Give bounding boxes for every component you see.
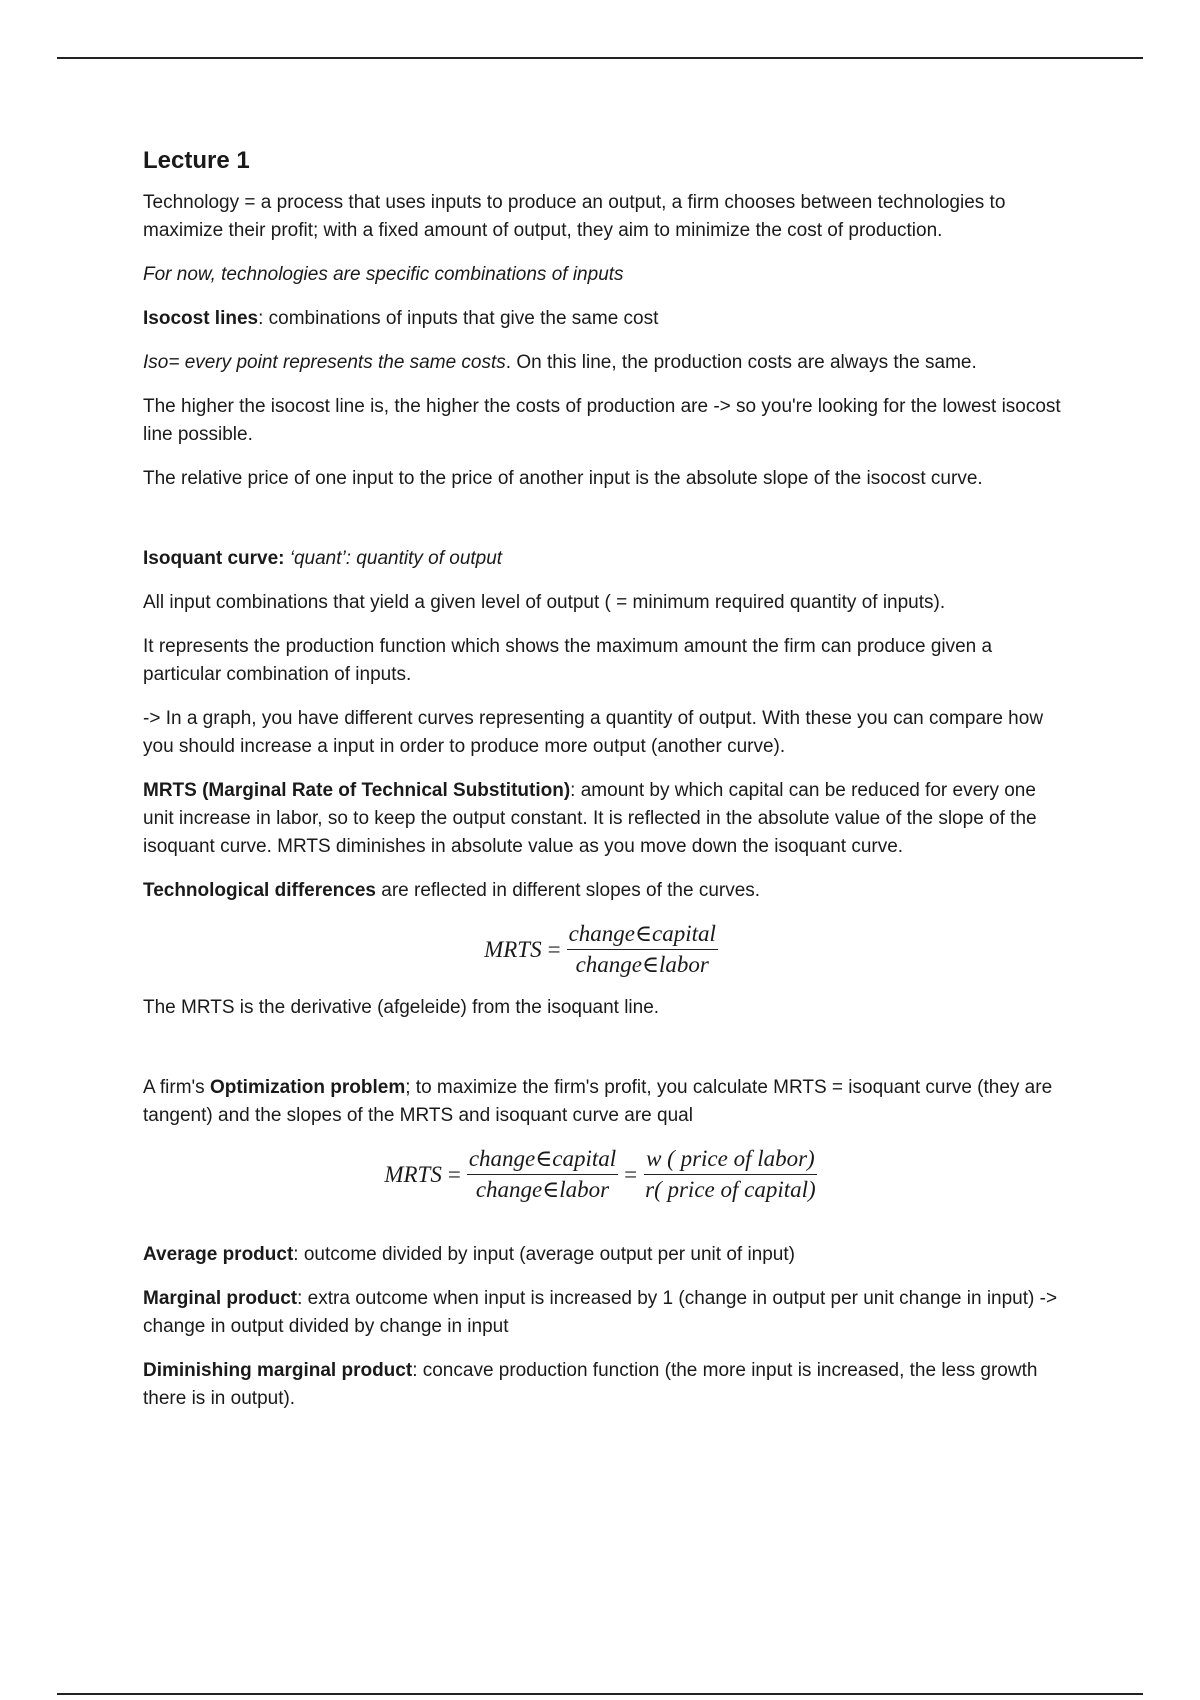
mrts-text: : amount by which capital can be reduced for every one unit increase in labor, so to keep the output constant. It is reflected in the absolute value of the slope of the isoquant curve. MRTS diminishes in absolute value as you move down the isoquant curve. xyxy=(143,780,1037,857)
spacer xyxy=(143,1038,1063,1074)
technologies-note: For now, technologies are specific combinations of inputs xyxy=(143,264,624,285)
mrts-term: MRTS (Marginal Rate of Technical Substitution) xyxy=(143,780,571,801)
fraction-numerator: change∈capital xyxy=(567,921,718,950)
fraction-numerator: w ( price of labor) xyxy=(644,1146,817,1175)
equation-lhs: MRTS xyxy=(384,1161,442,1187)
mrts-definition xyxy=(143,777,1063,861)
average-product-paragraph xyxy=(143,1241,1063,1269)
fraction xyxy=(643,1146,818,1203)
marginal-product-term: Marginal product xyxy=(143,1288,298,1309)
mrts-equation xyxy=(143,921,1063,978)
fraction-denominator: r( price of capital) xyxy=(645,1177,816,1202)
equals-sign: = xyxy=(447,1161,461,1187)
bottom-rule xyxy=(57,1693,1143,1695)
fraction-denominator: change∈labor xyxy=(575,952,709,977)
derivative-paragraph: The MRTS is the derivative (afgeleide) from the isoquant line. xyxy=(143,997,660,1018)
spacer xyxy=(143,509,1063,545)
input-combinations-paragraph: All input combinations that yield a given level of output ( = minimum required quantity of inputs). xyxy=(143,592,946,613)
lecture-title: Lecture 1 xyxy=(143,147,250,174)
production-function-paragraph: It represents the production function which shows the maximum amount the firm can produce given a particular combination of inputs. xyxy=(143,636,993,685)
diminishing-product-term: Diminishing marginal product xyxy=(143,1360,413,1381)
document-body xyxy=(143,145,1063,1429)
equation-lhs: MRTS xyxy=(484,936,542,962)
optimization-prefix: A firm's xyxy=(143,1077,210,1098)
top-rule xyxy=(57,57,1143,59)
higher-isocost-paragraph: The higher the isocost line is, the higher the costs of production are -> so you're looking for the lowest isocost line possible. xyxy=(143,396,1061,445)
fraction-numerator: change∈capital xyxy=(467,1146,618,1175)
relative-price-paragraph: The relative price of one input to the price of another input is the absolute slope of the isocost curve. xyxy=(143,468,983,489)
isocost-term: Isocost lines xyxy=(143,308,259,329)
iso-note xyxy=(143,349,1063,377)
optimization-equation xyxy=(143,1146,1063,1203)
isocost-definition xyxy=(143,305,1063,333)
isocost-text: : combinations of inputs that give the same cost xyxy=(258,308,659,329)
isoquant-heading xyxy=(143,545,1063,573)
optimization-term: Optimization problem xyxy=(209,1077,406,1098)
iso-note-text: . On this line, the production costs are always the same. xyxy=(505,352,977,373)
iso-note-italic: Iso= every point represents the same costs xyxy=(143,352,506,373)
average-product-text: : outcome divided by input (average output per unit of input) xyxy=(293,1244,795,1265)
fraction xyxy=(567,921,718,978)
marginal-product-paragraph xyxy=(143,1285,1063,1341)
optimization-paragraph xyxy=(143,1074,1063,1130)
average-product-term: Average product xyxy=(143,1244,294,1265)
spacer xyxy=(143,1219,1063,1241)
graph-paragraph: -> In a graph, you have different curves representing a quantity of output. With these you can compare how you should increase a input in order to produce more output (another curve). xyxy=(143,708,1044,757)
optimization-text: ; to maximize the firm's profit, you calculate MRTS = isoquant curve (they are tangent) and the slopes of the MRTS and isoquant curve are qual xyxy=(143,1077,1053,1126)
tech-differences-paragraph xyxy=(143,877,1063,905)
equals-sign: = xyxy=(624,1161,638,1187)
tech-differences-term: Technological differences xyxy=(143,880,376,901)
diminishing-product-text: : concave production function (the more input is increased, the less growth there is in output). xyxy=(143,1360,1038,1409)
tech-differences-text: are reflected in different slopes of the curves. xyxy=(375,880,761,901)
equals-sign: = xyxy=(547,936,561,962)
technology-paragraph: Technology = a process that uses inputs to produce an output, a firm chooses between technologies to maximize their profit; with a fixed amount of output, they aim to minimize the cost of production. xyxy=(143,192,1006,241)
marginal-product-text: : extra outcome when input is increased by 1 (change in output per unit change in input) -> change in output divided by change in input xyxy=(143,1288,1058,1337)
diminishing-product-paragraph xyxy=(143,1357,1063,1413)
fraction xyxy=(467,1146,618,1203)
isoquant-term: Isoquant curve: xyxy=(143,548,285,569)
isoquant-note: ‘quant’: quantity of output xyxy=(284,548,503,569)
fraction-denominator: change∈labor xyxy=(475,1177,610,1202)
